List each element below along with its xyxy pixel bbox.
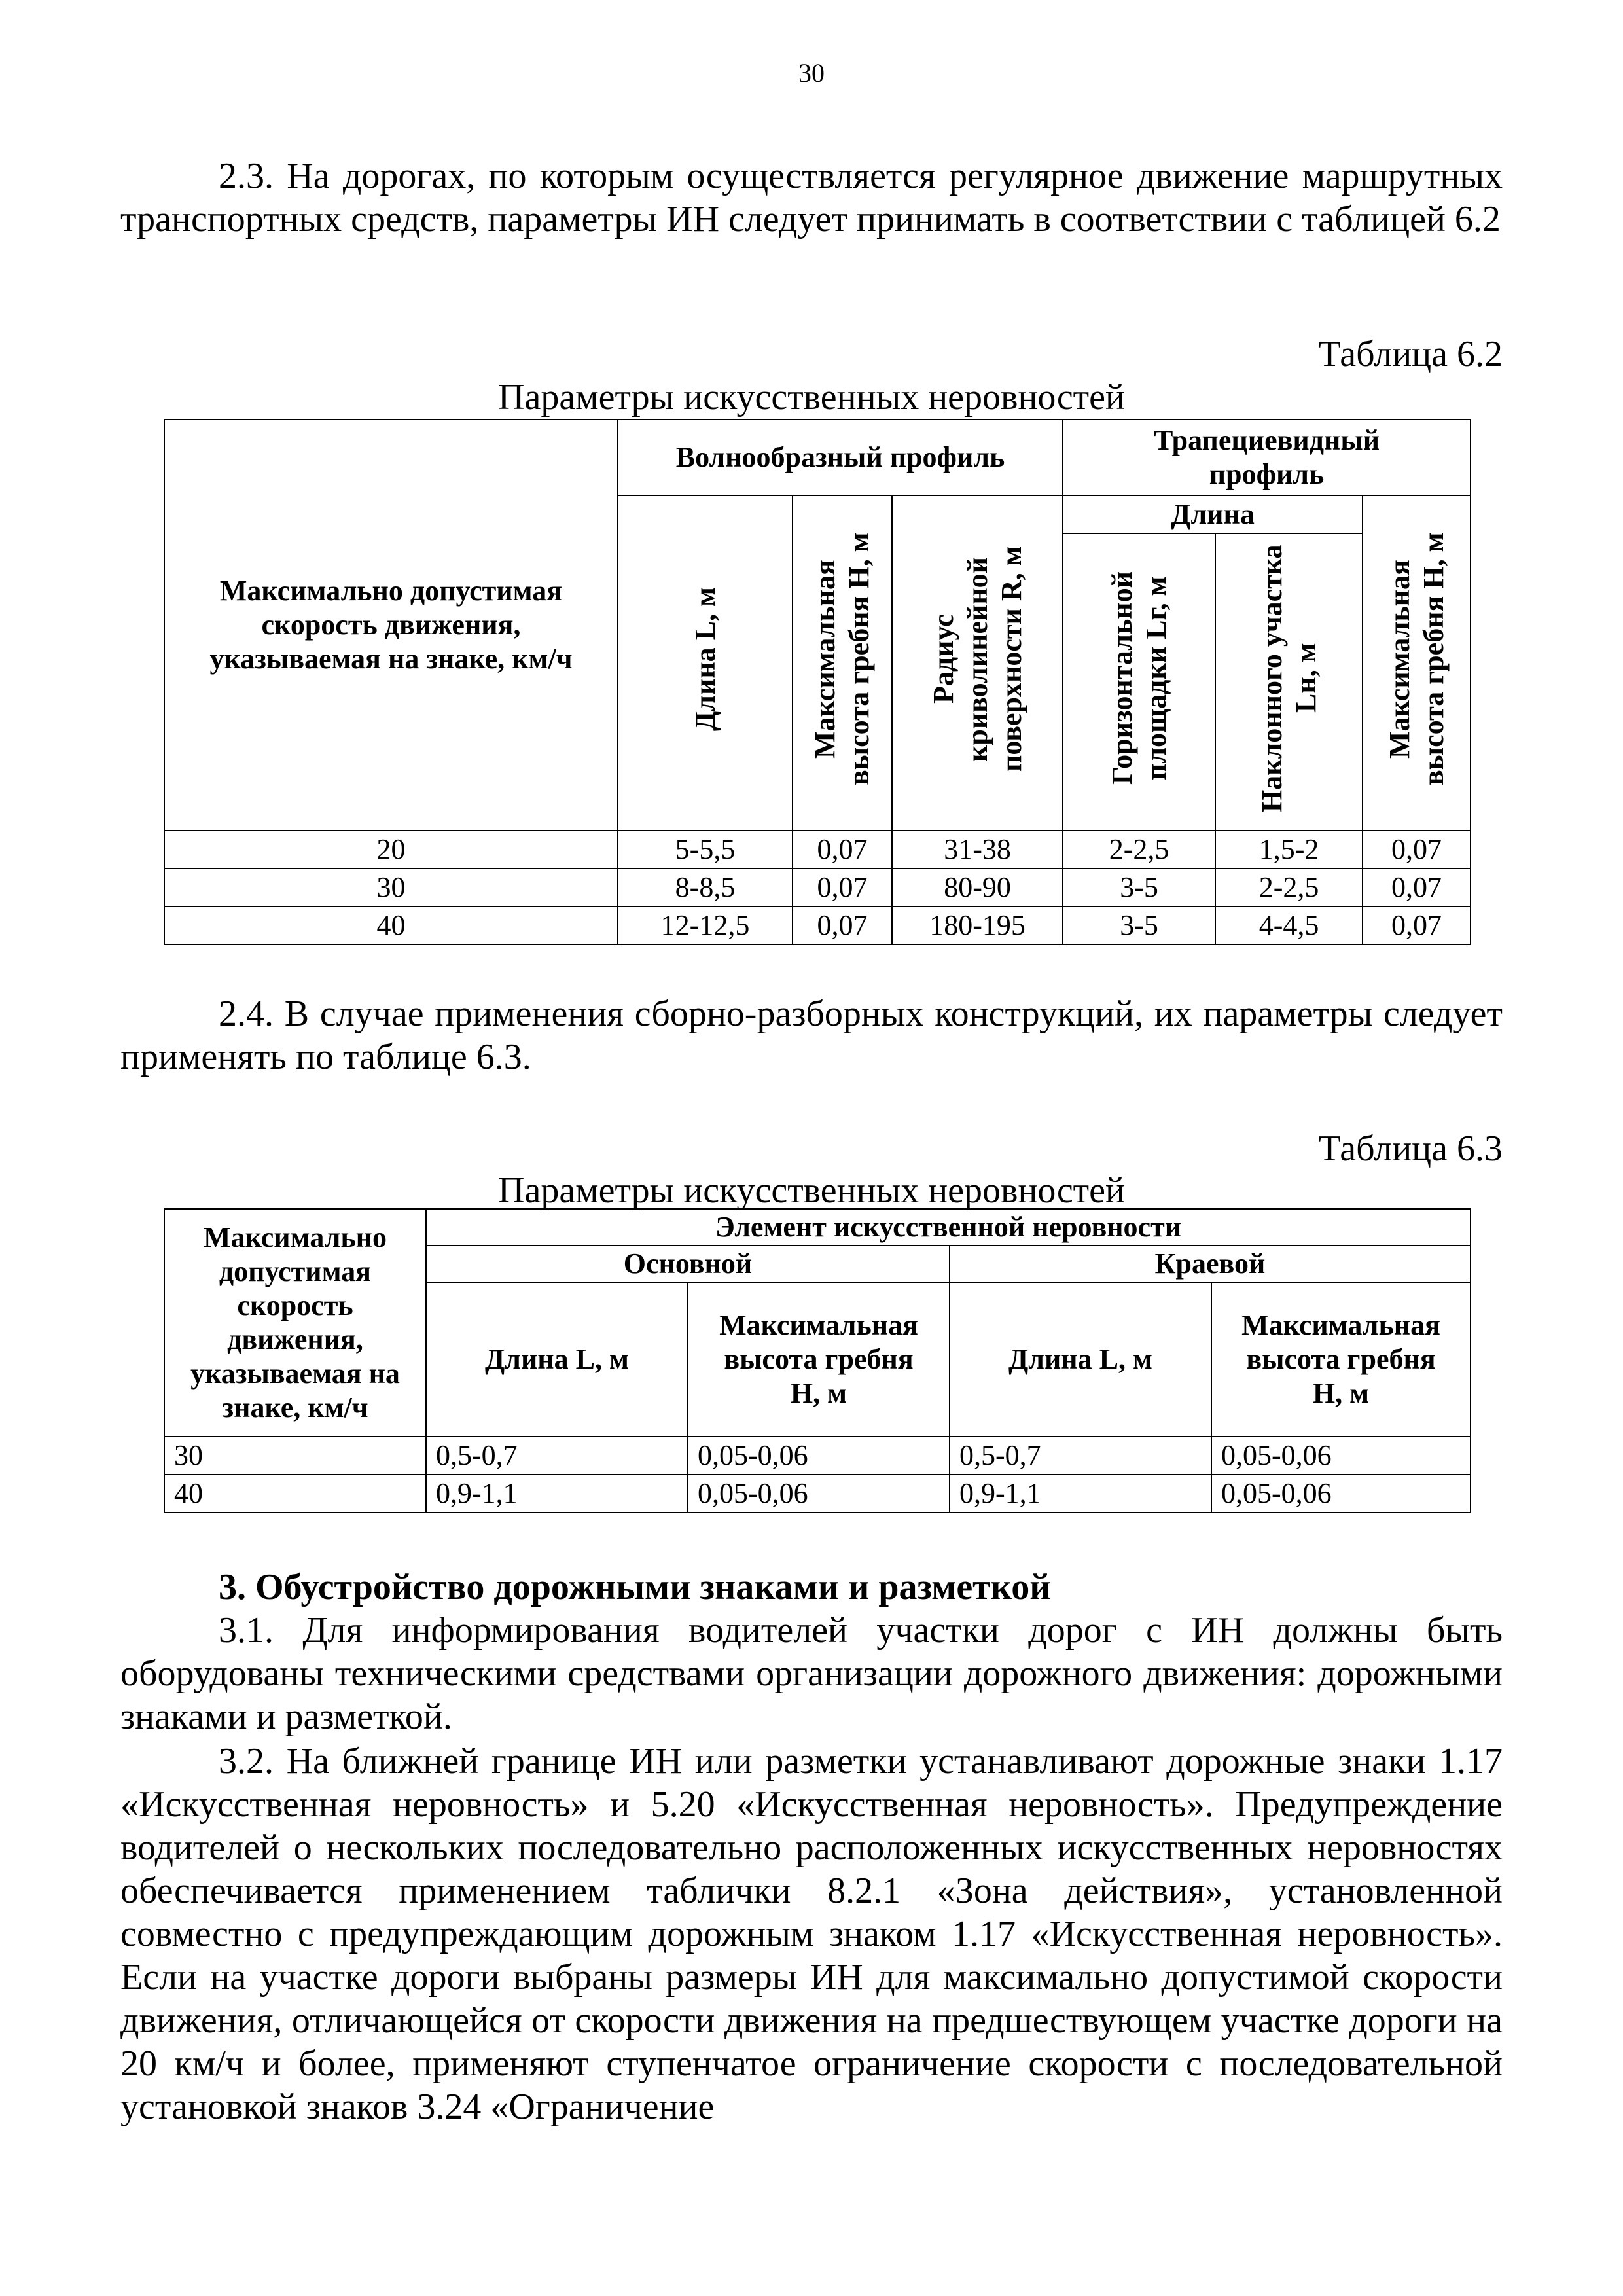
cell: 0,05-0,06 — [688, 1437, 950, 1475]
cell: 4-4,5 — [1215, 906, 1363, 944]
cell: 0,07 — [1363, 869, 1471, 906]
cell: 31-38 — [892, 831, 1063, 869]
cell: 30 — [164, 869, 618, 906]
cell: 0,07 — [793, 831, 892, 869]
cell: 0,07 — [1363, 831, 1471, 869]
table-row — [164, 1437, 1471, 1475]
paragraph-2-4: 2.4. В случае применения сборно-разборных конструкций, их параметры следует применять по таблице 6.3. — [120, 994, 1503, 1077]
table-row — [164, 1475, 1471, 1513]
cell: 0,5-0,7 — [426, 1437, 688, 1475]
cell: 80-90 — [892, 869, 1063, 906]
table-6-2-caption: Таблица 6.2 — [1318, 334, 1503, 374]
cell: 0,07 — [1363, 906, 1471, 944]
cell: 1,5-2 — [1215, 831, 1363, 869]
header-trap-slope — [1215, 533, 1363, 831]
page-number: 30 — [798, 58, 825, 88]
header-wave-radius-text: Радиус криволинейной поверхности R, м — [927, 546, 1027, 772]
cell: 40 — [164, 1475, 426, 1513]
header-trap-horizontal-text: Горизонтальной площадки Lг, м — [1105, 571, 1172, 785]
header-edge-height: Максимальная высота гребня H, м — [1211, 1282, 1471, 1437]
header-trap-height-text: Максимальная высота гребня H, м — [1383, 532, 1450, 786]
cell: 0,05-0,06 — [688, 1475, 950, 1513]
header-trap-profile: Трапециевидный профиль — [1063, 420, 1471, 495]
header-wave-length — [618, 495, 793, 831]
table-6-3-caption: Таблица 6.3 — [1318, 1128, 1503, 1169]
header-edge: Краевой — [950, 1246, 1471, 1282]
cell: 0,9-1,1 — [950, 1475, 1211, 1513]
table-6-2 — [164, 419, 1471, 945]
cell: 30 — [164, 1437, 426, 1475]
cell: 0,07 — [793, 869, 892, 906]
paragraph-3-1: 3.1. Для информирования водителей участки дорог с ИН должны быть оборудованы техническими средствами организации дорожного движения: дорожными знаками и разметкой. — [120, 1610, 1503, 1737]
paragraph-3-2: 3.2. На ближней границе ИН или разметки устанавливают дорожные знаки 1.17 «Искусственная неровность» и 5.20 «Искусственная неровность». Предупреждение водителей о нескольких последовательно расположенных искусственных неровностях обеспечивается применением таблички 8.2.1 «Зона действия», установленной совместно с предупреждающим дорожным знаком 1.17 «Искусственная неровность». Если на участке дороги выбраны размеры ИН для максимально допустимой скорости движения, отличающейся от скорости движения на предшествующем участке дороги на 20 км/ч и более, применяют ступенчатое ограничение скорости с последовательной установкой знаков 3.24 «Ограничение — [120, 1741, 1503, 2127]
table-row — [164, 869, 1471, 906]
header-element: Элемент искусственной неровности — [426, 1209, 1471, 1246]
header-wave-height — [793, 495, 892, 831]
table-6-3-title: Параметры искусственных неровностей — [498, 1170, 1125, 1211]
section-heading-3: 3. Обустройство дорожными знаками и разметкой — [219, 1567, 1051, 1607]
table-6-3 — [164, 1208, 1471, 1513]
cell: 0,5-0,7 — [950, 1437, 1211, 1475]
header-main-height: Максимальная высота гребня H, м — [688, 1282, 950, 1437]
cell: 3-5 — [1063, 906, 1215, 944]
header-trap-slope-text: Наклонного участка Lн, м — [1255, 544, 1322, 812]
header-trap-horizontal — [1063, 533, 1215, 831]
cell: 0,05-0,06 — [1211, 1475, 1471, 1513]
header-wave-height-text: Максимальная высота гребня H, м — [809, 532, 875, 786]
header-speed: Максимально допустимая скорость движения, указываемая на знаке, км/ч — [164, 420, 618, 831]
cell: 20 — [164, 831, 618, 869]
header-main-length: Длина L, м — [426, 1282, 688, 1437]
header-wave-profile: Волнообразный профиль — [618, 420, 1063, 495]
table-6-2-title: Параметры искусственных неровностей — [498, 377, 1125, 418]
table-row — [164, 906, 1471, 944]
header-trap-length: Длина — [1063, 495, 1363, 533]
header-trap-height — [1363, 495, 1471, 831]
cell: 180-195 — [892, 906, 1063, 944]
cell: 0,9-1,1 — [426, 1475, 688, 1513]
cell: 0,05-0,06 — [1211, 1437, 1471, 1475]
cell: 5-5,5 — [618, 831, 793, 869]
cell: 0,07 — [793, 906, 892, 944]
header-main: Основной — [426, 1246, 950, 1282]
cell: 2-2,5 — [1063, 831, 1215, 869]
cell: 3-5 — [1063, 869, 1215, 906]
cell: 2-2,5 — [1215, 869, 1363, 906]
header-edge-length: Длина L, м — [950, 1282, 1211, 1437]
cell: 8-8,5 — [618, 869, 793, 906]
cell: 12-12,5 — [618, 906, 793, 944]
cell: 40 — [164, 906, 618, 944]
table-row — [164, 831, 1471, 869]
paragraph-2-3: 2.3. На дорогах, по которым осуществляется регулярное движение маршрутных транспортных средств, параметры ИН следует принимать в соответствии с таблицей 6.2 — [120, 156, 1503, 240]
header-wave-radius — [892, 495, 1063, 831]
header-wave-length-text: Длина L, м — [688, 587, 721, 731]
header-speed: Максимально допустимая скорость движения, указываемая на знаке, км/ч — [164, 1209, 426, 1437]
